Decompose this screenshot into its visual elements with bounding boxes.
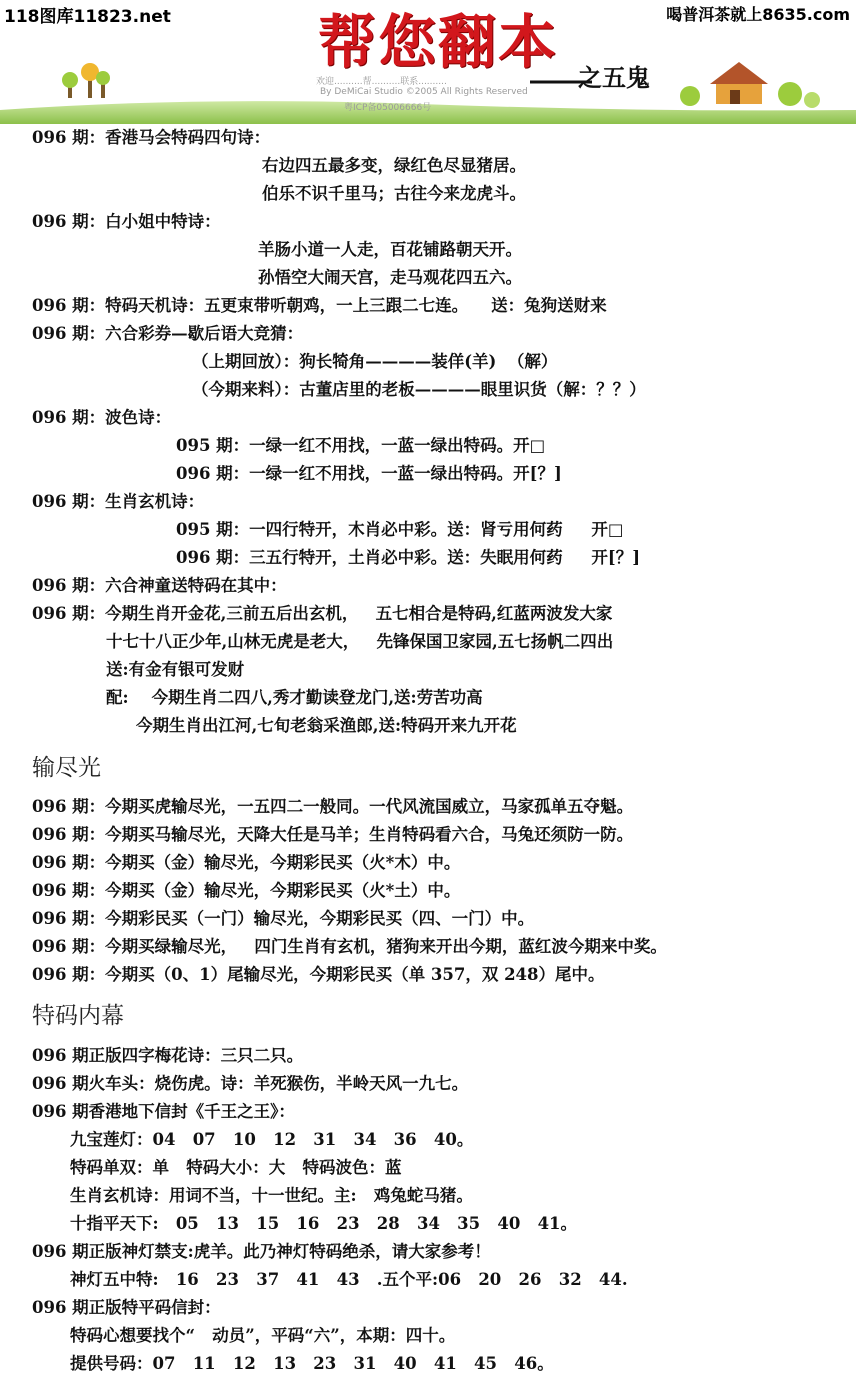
text-line: 096 期：今期买（金）输尽光，今期彩民买（火*木）中。 bbox=[32, 853, 461, 872]
text-line: 096 期火车头：烧伤虎。诗：羊死猴伤，半岭天风一九七。 bbox=[32, 1074, 469, 1093]
text-line: 特码单双：单 特码大小：大 特码波色：蓝 bbox=[70, 1158, 402, 1177]
text-line: 今期生肖出江河,七旬老翁采渔郎,送:特码开来九开花 bbox=[136, 716, 517, 735]
text-line: 孙悟空大闹天宫，走马观花四五六。 bbox=[258, 268, 522, 287]
text-line: 096 期：今期买马输尽光，天降大任是马羊；生肖特码看六合，马兔还须防一防。 bbox=[32, 825, 634, 844]
text-line: 096 期正版特平码信封： bbox=[32, 1298, 221, 1317]
text-line: 096 期：波色诗： bbox=[32, 408, 172, 427]
text-line: 096 期：今期彩民买（一门）输尽光，今期彩民买（四、一门）中。 bbox=[32, 909, 535, 928]
text-line: 配: 今期生肖二四八,秀才勤读登龙门,送:劳苦功高 bbox=[106, 688, 483, 707]
section-heading: 特码内幕 bbox=[32, 1003, 124, 1029]
banner-faint-text-2: By DeMiCai Studio ©2005 All Rights Reserved bbox=[320, 87, 528, 97]
section-heading: 输尽光 bbox=[32, 755, 101, 781]
text-line: 096 期：六合彩券—歇后语大竞猜： bbox=[32, 324, 304, 343]
text-line: 送:有金有银可发财 bbox=[106, 660, 245, 679]
text-line: 096 期：六合神童送特码在其中： bbox=[32, 576, 287, 595]
text-line: 右边四五最多变，绿红色尽显猪居。 bbox=[262, 156, 526, 175]
text-line: 十指平天下: 05 13 15 16 23 28 34 35 40 41。 bbox=[70, 1214, 578, 1233]
text-line: 096 期：今期买虎输尽光，一五四二一般同。一代风流国威立，马家孤单五夺魁。 bbox=[32, 797, 634, 816]
text-line: 096 期：今期买绿输尽光， 四门生肖有玄机，猪狗来开出今期，蓝红波今期来中奖。 bbox=[32, 937, 667, 956]
text-line: 特码心想要找个“ 动员”，平码“六”，本期：四十。 bbox=[70, 1326, 456, 1345]
text-line: 十七十八正少年,山林无虎是老大， 先锋保国卫家园,五七扬帆二四出 bbox=[106, 632, 614, 651]
text-line: 伯乐不识千里马；古往今来龙虎斗。 bbox=[262, 184, 526, 203]
text-line: 096 期：一绿一红不用找，一蓝一绿出特码。开[？] bbox=[176, 464, 562, 483]
house-icon bbox=[680, 62, 820, 108]
text-line: 生肖玄机诗：用词不当，十一世纪。主: 鸡兔蛇马猪。 bbox=[70, 1186, 473, 1205]
header-banner bbox=[0, 0, 856, 128]
text-line: （今期来料）：古董店里的老板————眼里识货（解：？？） bbox=[192, 380, 646, 399]
text-line: 095 期：一四行特开，木肖必中彩。送：肾亏用何药 开□ bbox=[176, 520, 624, 539]
site-name-left[interactable]: 118图库11823.net bbox=[4, 7, 171, 27]
text-line: 096 期：今期买（0、1）尾输尽光，今期彩民买（单 357，双 248）尾中。 bbox=[32, 965, 605, 984]
text-line: 096 期：香港马会特码四句诗： bbox=[32, 128, 271, 147]
banner-faint-text-3: 粤ICP备05006666号 bbox=[344, 103, 432, 113]
text-line: 096 期：三五行特开，土肖必中彩。送：失眠用何药 开[？] bbox=[176, 548, 641, 567]
text-line: 096 期正版四字梅花诗：三只二只。 bbox=[32, 1046, 304, 1065]
text-line: 九宝莲灯：04 07 10 12 31 34 36 40。 bbox=[70, 1130, 474, 1149]
text-line: 096 期：特码天机诗：五更束带听朝鸡，一上三跟二七连。 送：兔狗送财来 bbox=[32, 296, 607, 315]
text-line: 提供号码：07 11 12 13 23 31 40 41 45 46。 bbox=[70, 1354, 554, 1373]
text-line: 羊肠小道一人走，百花铺路朝天开。 bbox=[258, 240, 522, 259]
text-line: 096 期正版神灯禁支:虎羊。此乃神灯特码绝杀，请大家参考！ bbox=[32, 1242, 491, 1261]
text-line: 095 期：一绿一红不用找，一蓝一绿出特码。开□ bbox=[176, 436, 546, 455]
tree-icon bbox=[62, 63, 110, 98]
text-line: （上期回放）：狗长犄角————装佯(羊) （解） bbox=[192, 352, 558, 371]
text-line: 神灯五中特: 16 23 37 41 43 .五个平:06 20 26 32 44. bbox=[70, 1270, 628, 1289]
text-line: 096 期：今期买（金）输尽光，今期彩民买（火*土）中。 bbox=[32, 881, 461, 900]
text-line: 096 期香港地下信封《千王之王》： bbox=[32, 1102, 295, 1121]
page-subtitle: 之五鬼 bbox=[578, 63, 650, 92]
text-line: 096 期：白小姐中特诗： bbox=[32, 212, 221, 231]
page-title: 帮您翻本 bbox=[318, 8, 559, 76]
banner-faint-text-1: 欢迎..........帮..........联系.......... bbox=[316, 77, 447, 87]
text-line: 096 期：生肖玄机诗： bbox=[32, 492, 205, 511]
text-line: 096 期：今期生肖开金花,三前五后出玄机， 五七相合是特码,红蓝两波发大家 bbox=[32, 604, 613, 623]
site-name-right[interactable]: 喝普洱茶就上8635.com bbox=[666, 5, 850, 24]
